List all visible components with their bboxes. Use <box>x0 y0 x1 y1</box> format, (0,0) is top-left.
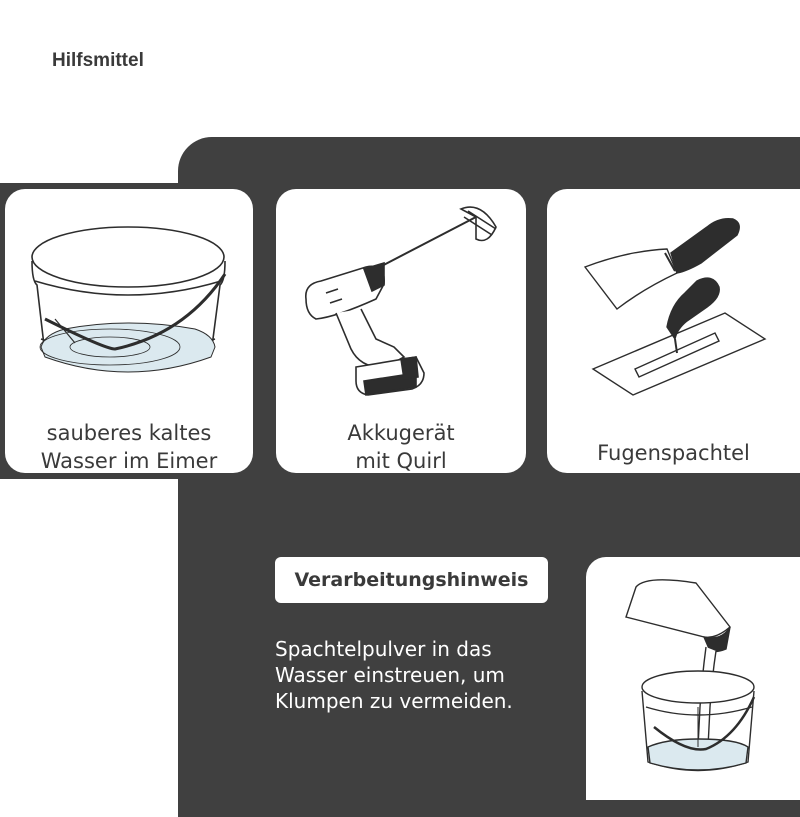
tool-card-water-bucket <box>5 189 253 473</box>
processing-hint-badge: Verarbeitungshinweis <box>275 557 548 603</box>
processing-hint-text: Spachtelpulver in das Wasser einstreuen, um Klumpen zu vermeiden. <box>275 637 513 713</box>
pouring-illustration-card <box>586 557 800 800</box>
pouring-powder-into-bucket-icon <box>586 557 800 800</box>
putty-knife-and-trowel-icon <box>547 189 800 473</box>
tool-label-water-bucket: sauberes kaltes Wasser im Eimer <box>40 421 218 473</box>
tool-card-putty-knife <box>547 189 800 473</box>
tool-label-putty-knife: Fugenspachtel <box>597 441 750 465</box>
page-title: Hilfsmittel <box>52 50 144 71</box>
tool-label-drill: Akkugerät mit Quirl <box>347 421 455 473</box>
tool-card-drill <box>276 189 526 473</box>
